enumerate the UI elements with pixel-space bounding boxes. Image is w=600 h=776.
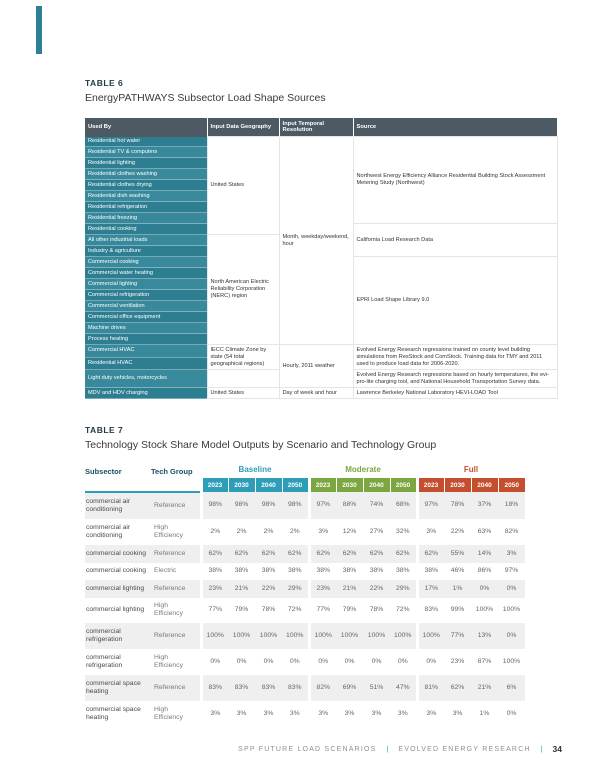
subsector-cell: commercial refrigeration — [86, 627, 123, 644]
value-cell: 3% — [289, 710, 300, 718]
table6-header-row — [85, 118, 557, 137]
used-by-cell: Residential HVAC — [85, 357, 207, 369]
year-header-moderate-2040: 2040 — [363, 478, 390, 492]
value-cell: 79% — [342, 606, 357, 614]
geo-cell: United States — [207, 137, 279, 235]
tech-group-cell: High Efficiency — [154, 523, 183, 540]
used-by-cell: Residential clothes drying — [85, 180, 207, 191]
value-cell: 0% — [506, 584, 517, 592]
value-cell: 3% — [201, 701, 228, 727]
temporal-cell: Day of week and hour — [279, 388, 353, 399]
year-header-full-2040: 2040 — [471, 478, 498, 492]
table7-header-tech-group: Tech Group — [151, 465, 201, 492]
table6-header-temporal: Input Temporal Resolution — [279, 118, 353, 137]
table6 — [85, 118, 558, 399]
value-cell: 22% — [450, 527, 465, 535]
used-by-cell: Commercial cooking — [85, 257, 207, 268]
year-header-moderate-2050: 2050 — [390, 478, 417, 492]
subsector-cell: commercial cooking — [86, 549, 147, 557]
year-header-baseline-2050: 2050 — [282, 478, 309, 492]
tech-group-cell: High Efficiency — [154, 653, 183, 670]
table6-header-geography: Input Data Geography — [207, 118, 279, 137]
value-cell: 0% — [201, 649, 228, 675]
year-header-moderate-2030: 2030 — [336, 478, 363, 492]
table7 — [85, 465, 525, 727]
table7-row — [85, 580, 525, 597]
footer-separator: | — [386, 745, 389, 753]
value-cell: 0% — [417, 649, 444, 675]
table6-row — [85, 345, 557, 357]
value-cell: 29% — [395, 584, 410, 592]
value-cell: 62% — [309, 545, 336, 562]
year-header-full-2023: 2023 — [417, 478, 444, 492]
used-by-cell: All other industrial loads — [85, 235, 207, 246]
value-cell: 62% — [201, 545, 228, 562]
year-header-baseline-2030: 2030 — [228, 478, 255, 492]
value-cell: 12% — [342, 527, 357, 535]
value-cell: 0% — [506, 632, 517, 640]
source-cell: California Load Research Data — [353, 224, 557, 257]
value-cell: 21% — [234, 584, 249, 592]
subsector-cell: commercial lighting — [86, 606, 145, 614]
value-cell: 0% — [236, 658, 247, 666]
value-cell: 47% — [395, 684, 410, 692]
value-cell: 0% — [263, 658, 274, 666]
value-cell: 38% — [417, 563, 444, 580]
value-cell: 23% — [309, 580, 336, 597]
used-by-cell: Commercial water heating — [85, 268, 207, 279]
used-by-cell: Residential hot water — [85, 137, 207, 147]
value-cell: 100% — [259, 632, 278, 640]
value-cell: 98% — [201, 492, 228, 519]
value-cell: 100% — [340, 632, 359, 640]
used-by-cell: Process heating — [85, 334, 207, 345]
tech-group-cell: Reference — [154, 501, 186, 509]
value-cell: 83% — [417, 598, 444, 624]
value-cell: 82% — [309, 675, 336, 701]
value-cell: 83% — [261, 684, 276, 692]
value-cell: 78% — [450, 501, 465, 509]
value-cell: 37% — [477, 501, 492, 509]
value-cell: 3% — [506, 549, 517, 557]
value-cell: 3% — [371, 710, 382, 718]
year-header-full-2030: 2030 — [444, 478, 471, 492]
value-cell: 29% — [287, 584, 302, 592]
value-cell: 100% — [394, 632, 412, 640]
value-cell: 1% — [452, 584, 463, 592]
footer-separator: | — [540, 745, 543, 753]
used-by-cell: Machine drives — [85, 323, 207, 334]
value-cell: 77% — [309, 598, 336, 624]
value-cell: 83% — [234, 684, 249, 692]
table7-row — [85, 649, 525, 675]
value-cell: 100% — [309, 623, 336, 649]
footer-page-number: 34 — [552, 744, 562, 754]
tech-group-cell: High Efficiency — [154, 705, 183, 722]
value-cell: 62% — [342, 549, 357, 557]
table7-row — [85, 492, 525, 519]
value-cell: 62% — [287, 549, 302, 557]
value-cell: 79% — [234, 606, 249, 614]
year-header-baseline-2040: 2040 — [255, 478, 282, 492]
tech-group-cell: High Efficiency — [154, 602, 183, 618]
subsector-cell: commercial cooking — [86, 567, 147, 575]
value-cell: 74% — [369, 501, 384, 509]
value-cell: 97% — [504, 567, 519, 575]
tech-group-cell: Reference — [154, 584, 186, 592]
value-cell: 72% — [395, 606, 410, 614]
value-cell: 38% — [369, 567, 384, 575]
geo-cell: North American Electric Reliability Corporation (NERC) region — [207, 235, 279, 345]
table6-body — [85, 137, 557, 399]
source-cell: EPRI Load Shape Library 9.0 — [353, 257, 557, 345]
value-cell: 98% — [287, 501, 302, 509]
value-cell: 83% — [287, 684, 302, 692]
table7-header-row1 — [85, 465, 525, 478]
value-cell: 38% — [261, 567, 276, 575]
value-cell: 0% — [506, 710, 517, 718]
year-header-moderate-2023: 2023 — [309, 478, 336, 492]
value-cell: 98% — [261, 501, 276, 509]
value-cell: 82% — [504, 527, 519, 535]
value-cell: 38% — [342, 567, 357, 575]
subsector-cell: commercial refrigeration — [86, 653, 123, 670]
value-cell: 68% — [395, 501, 410, 509]
footer-organization: EVOLVED ENERGY RESEARCH — [398, 745, 531, 753]
tech-group-cell: Reference — [154, 632, 186, 640]
table6-header-source: Source — [353, 118, 557, 137]
value-cell: 78% — [261, 606, 276, 614]
used-by-cell: Commercial HVAC — [85, 345, 207, 357]
used-by-cell: Commercial office equipment — [85, 312, 207, 323]
value-cell: 0% — [289, 658, 300, 666]
page-content — [85, 78, 557, 727]
value-cell: 2% — [236, 527, 247, 535]
value-cell: 18% — [504, 501, 519, 509]
year-header-baseline-2023: 2023 — [201, 478, 228, 492]
value-cell: 38% — [287, 567, 302, 575]
table7-row — [85, 598, 525, 624]
source-cell: Evolved Energy Research regressions based on hourly temperatures, the evi-pro-lite charging tool, and National Household Transportation Survey data. — [353, 370, 557, 388]
value-cell: 38% — [201, 563, 228, 580]
value-cell: 17% — [417, 580, 444, 597]
footer-report-title: SPP FUTURE LOAD SCENARIOS — [238, 745, 377, 753]
value-cell: 87% — [477, 658, 492, 666]
used-by-cell: Residential clothes washing — [85, 169, 207, 180]
value-cell: 23% — [450, 658, 465, 666]
tech-group-cell: Reference — [154, 684, 186, 692]
value-cell: 13% — [477, 632, 492, 640]
table7-row — [85, 675, 525, 701]
value-cell: 0% — [371, 658, 382, 666]
section-spacer — [85, 399, 557, 425]
value-cell: 22% — [261, 584, 276, 592]
table6-title: EnergyPATHWAYS Subsector Load Shape Sources — [85, 92, 326, 104]
table6-label: TABLE 6 — [85, 78, 124, 88]
table6-header-used-by: Used By — [85, 118, 207, 137]
value-cell: 3% — [417, 519, 444, 545]
value-cell: 62% — [369, 549, 384, 557]
geo-cell: IECC Climate Zone by state (54 total geographical regions) — [207, 345, 279, 370]
value-cell: 99% — [450, 606, 465, 614]
used-by-cell: Residential lighting — [85, 158, 207, 169]
value-cell: 3% — [236, 710, 247, 718]
value-cell: 0% — [479, 584, 490, 592]
value-cell: 3% — [397, 710, 408, 718]
table7-body — [85, 492, 525, 727]
table6-row — [85, 137, 557, 147]
used-by-cell: Residential TV & computers — [85, 147, 207, 158]
table7-row — [85, 519, 525, 545]
subsector-cell: commercial air conditioning — [86, 497, 131, 514]
used-by-cell: Commercial ventilation — [85, 301, 207, 312]
table6-row — [85, 388, 557, 399]
scenario-baseline-label: Baseline — [238, 465, 272, 475]
value-cell: 14% — [477, 549, 492, 557]
used-by-cell: MDV and HDV charging — [85, 388, 207, 399]
subsector-cell: commercial air conditioning — [86, 523, 131, 540]
value-cell: 3% — [417, 701, 444, 727]
geo-cell — [207, 370, 279, 388]
value-cell: 100% — [232, 632, 251, 640]
value-cell: 62% — [417, 545, 444, 562]
value-cell: 0% — [344, 658, 355, 666]
value-cell: 2% — [263, 527, 274, 535]
table7-header-subsector: Subsector — [85, 465, 151, 492]
value-cell: 78% — [369, 606, 384, 614]
value-cell: 81% — [417, 675, 444, 701]
value-cell: 0% — [309, 649, 336, 675]
used-by-cell: Residential dish washing — [85, 191, 207, 202]
source-cell: Lawrence Berkeley National Laboratory HEVI-LOAD Tool — [353, 388, 557, 399]
table7-row — [85, 545, 525, 562]
value-cell: 55% — [450, 549, 465, 557]
table7-row — [85, 563, 525, 580]
value-cell: 72% — [287, 606, 302, 614]
temporal-cell: Hourly, 2011 weather — [279, 345, 353, 388]
value-cell: 2% — [289, 527, 300, 535]
used-by-cell: Commercial lighting — [85, 279, 207, 290]
value-cell: 38% — [309, 563, 336, 580]
scenario-moderate-label: Moderate — [345, 465, 381, 475]
value-cell: 6% — [506, 684, 517, 692]
source-cell: Evolved Energy Research regressions trained on county level building simulations from ResStock and ComStock. Training data for TMY and 2011 used to produce load data for 2006-2020. — [353, 345, 557, 370]
used-by-cell: Industry & agriculture — [85, 246, 207, 257]
value-cell: 3% — [452, 710, 463, 718]
value-cell: 22% — [369, 584, 384, 592]
value-cell: 62% — [450, 684, 465, 692]
value-cell: 3% — [309, 519, 336, 545]
used-by-cell: Residential refrigeration — [85, 202, 207, 213]
tech-group-cell: Electric — [154, 567, 177, 575]
used-by-cell: Residential cooking — [85, 224, 207, 235]
table7-label: TABLE 7 — [85, 425, 124, 436]
value-cell: 63% — [477, 527, 492, 535]
value-cell: 3% — [344, 710, 355, 718]
value-cell: 100% — [502, 658, 521, 666]
value-cell: 32% — [395, 527, 410, 535]
value-cell: 77% — [201, 598, 228, 624]
value-cell: 38% — [395, 567, 410, 575]
value-cell: 46% — [450, 567, 465, 575]
page-footer — [238, 744, 562, 754]
value-cell: 62% — [234, 549, 249, 557]
value-cell: 100% — [201, 623, 228, 649]
value-cell: 51% — [369, 684, 384, 692]
value-cell: 100% — [502, 606, 521, 614]
value-cell: 21% — [477, 684, 492, 692]
value-cell: 2% — [201, 519, 228, 545]
value-cell: 86% — [477, 567, 492, 575]
value-cell: 27% — [369, 527, 384, 535]
value-cell: 98% — [234, 501, 249, 509]
subsector-cell: commercial space heating — [86, 679, 141, 696]
tech-group-cell: Reference — [154, 549, 186, 557]
value-cell: 97% — [309, 492, 336, 519]
table7-row — [85, 623, 525, 649]
value-cell: 3% — [309, 701, 336, 727]
value-cell: 100% — [417, 623, 444, 649]
page-accent-bar — [36, 6, 42, 54]
value-cell: 38% — [234, 567, 249, 575]
source-cell: Northwest Energy Efficiency Alliance Residential Building Stock Assessment Metering Study (Northwest) — [353, 137, 557, 224]
subsector-cell: commercial space heating — [86, 705, 141, 722]
value-cell: 21% — [342, 584, 357, 592]
value-cell: 23% — [201, 580, 228, 597]
scenario-full-label: Full — [463, 465, 479, 475]
used-by-cell: Light duty vehicles, motorcycles — [85, 370, 207, 388]
value-cell: 100% — [475, 606, 494, 614]
value-cell: 0% — [397, 658, 408, 666]
value-cell: 62% — [261, 549, 276, 557]
value-cell: 77% — [450, 632, 465, 640]
table7-title: Technology Stock Share Model Outputs by Scenario and Technology Group — [85, 439, 437, 452]
used-by-cell: Residential freezing — [85, 213, 207, 224]
value-cell: 69% — [342, 684, 357, 692]
value-cell: 100% — [286, 632, 304, 640]
year-header-full-2050: 2050 — [498, 478, 525, 492]
value-cell: 100% — [367, 632, 386, 640]
value-cell: 97% — [417, 492, 444, 519]
value-cell: 83% — [201, 675, 228, 701]
temporal-cell: Month, weekday/weekend, hour — [279, 137, 353, 345]
used-by-cell: Commercial refrigeration — [85, 290, 207, 301]
value-cell: 1% — [479, 710, 490, 718]
table7-row — [85, 701, 525, 727]
value-cell: 62% — [395, 549, 410, 557]
geo-cell: United States — [207, 388, 279, 399]
subsector-cell: commercial lighting — [86, 584, 145, 592]
value-cell: 88% — [342, 501, 357, 509]
value-cell: 3% — [263, 710, 274, 718]
